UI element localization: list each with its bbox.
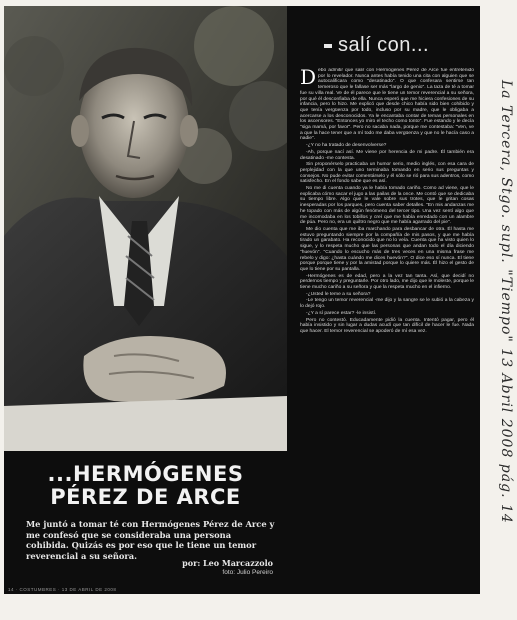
section-title-text: salí con... <box>338 34 430 56</box>
body-paragraph: Pero no contestó. Educadamente pidió la cuenta. Intentó pagar, pero él había insistido y sin lugar a dudas acudí que tan difícil de hacer le fue. Nada que hacer. El temor reverencial se apoderó de mí esa vez. <box>300 317 474 334</box>
body-paragraph <box>300 68 474 142</box>
article-body <box>300 68 474 588</box>
handwritten-note: La Tercera, Stgo. supl. "Tiempo" 13 Abril 2008 pág. 14 <box>498 80 514 524</box>
handwritten-annotation <box>486 40 516 600</box>
body-paragraph: -¿Y no ha tratado de desenvolverse? <box>306 143 387 149</box>
headline-line-2: PÉREZ DE ARCE <box>50 485 241 509</box>
section-title <box>324 34 429 57</box>
portrait-photo <box>4 6 287 451</box>
body-paragraph-text: ebo admitir que salir con Hermógenes Pérez de Arce fue entretenido por lo revelador. Nunca antes había tenido una cita con alguien que se autocalificara como "desatinado". O que confesara sentirse tan temeroso que le fallase ser más "largo de genio". La taza de té a tomar fue su villa real. Ve de él parece que le tiene un temor reverencial a su señora, por qué él desconfiaba de ella. Nunca esperó que me hiciera confesiones de su infancia, pero lo hizo. Me explicó que desde chico había sido bien cohibido y que tenía vergüenza por todo, incluso por su madre, que le obligaba a acercarse a los desconocidos. Ya le encantaba contar de temas personales en los ascensores. "Entonces yo miro el techo como tonto". Fue estando y le decía "siga mamá, por favor". Pero no sacaba nada, porque me contestaba: "Ven, ve a que la hace tener que a mí todo me daba vergüenza y que no le hacía caso a nadie". <box>300 68 474 142</box>
headline-line-1: ...HERMÓGENES <box>47 462 244 486</box>
headline-block <box>4 451 287 594</box>
body-paragraph: Me dio cuenta que me iba marchando para desbancar de otra. Él hasta me estuvo preguntando siempre por la compañía de mis pasos, y que me había tirado un garabato. Ha reconocido que no lo veía. Cuenta que ha visto quien lo sigue, y lo respeta mucho que las personas que andan todo el día diciendo "huevón". "Cuando lo escucho más de tres veces en una misma frase me rebelo y digo: ¿hasta cuándo me dices huevón?". O dice eso sí nunca. El tiene porque porque tiene y por la amistad porque lo quiere más. Él hizo el gesto de que lo tiene por su pantalla. <box>300 226 474 272</box>
article-column <box>292 6 480 594</box>
magazine-page <box>4 6 480 594</box>
body-paragraph: -¿Usted le teme a su señora? <box>306 291 371 297</box>
body-paragraph: -Le tengo un temor reverencial -me dijo y la sangre se le subió a la cabeza y lo dejó rojo. <box>300 298 474 310</box>
article-headline <box>4 463 287 509</box>
portrait-illustration <box>4 6 287 451</box>
body-paragraph: -Hermógenes es de edad, pero a la vez tan tanta. Así, que decidí no perdernos tiempo y preguntarle. Por otro lado, me dijo que le moleste, porque le tiene mucho cariño a su señora y que la respeta mucho en el infierno. <box>300 273 474 291</box>
body-paragraph: No me di cuenta cuando ya le había tomado cariño. Como ad viene, que le explicaba cómo sacar el jugo a las pailas de la once. Me contó que se dedicaba su tiempo libre. Algo que le vale sobre sus trotes, que le gritan cosas inesperadas por los parques, pero cuenta saber detalles. "En mis andanzas me he topado con más de algún fenómeno del tercer tipo. Una vez sentí algo que me incomodaba en los tobillos y creí que me había enredado con un alambre de púa. Pero no, era un quiltro negro que me había agarrado del pie". <box>300 186 474 226</box>
body-paragraph: -Ah, porque nací así. Me viene por herencia de mi padre. Él también era desatinado -me contesta. <box>300 149 474 161</box>
drop-cap: D <box>300 68 317 89</box>
byline: por: Leo Marcazzolo <box>182 558 273 568</box>
photo-credit: foto: Julio Pereiro <box>222 569 273 576</box>
body-paragraph: Sin proponérselo practicaba un humor serio, medio inglés, con esa cara de perplejidad con la que uno terminaba tomando en serio sus preguntas y consejos. No pude evitar comentárselo y él sólo se rió para sus adentros, como satisfecho. En el fondo sabe que es así. <box>300 162 474 185</box>
body-paragraph: -¿Y a sí parece estar? -le insistí. <box>306 310 377 316</box>
article-lede: Me juntó a tomar té con Hermógenes Pérez de Arce y me confesó que se consideraba una persona cohibida. Quizás es por eso que le tiene un temor reverencial a su señora. <box>26 519 275 561</box>
page-footer: 14 · COSTUMBRES · 13 DE ABRIL DE 2008 <box>8 587 117 592</box>
section-bar-icon <box>324 44 332 48</box>
